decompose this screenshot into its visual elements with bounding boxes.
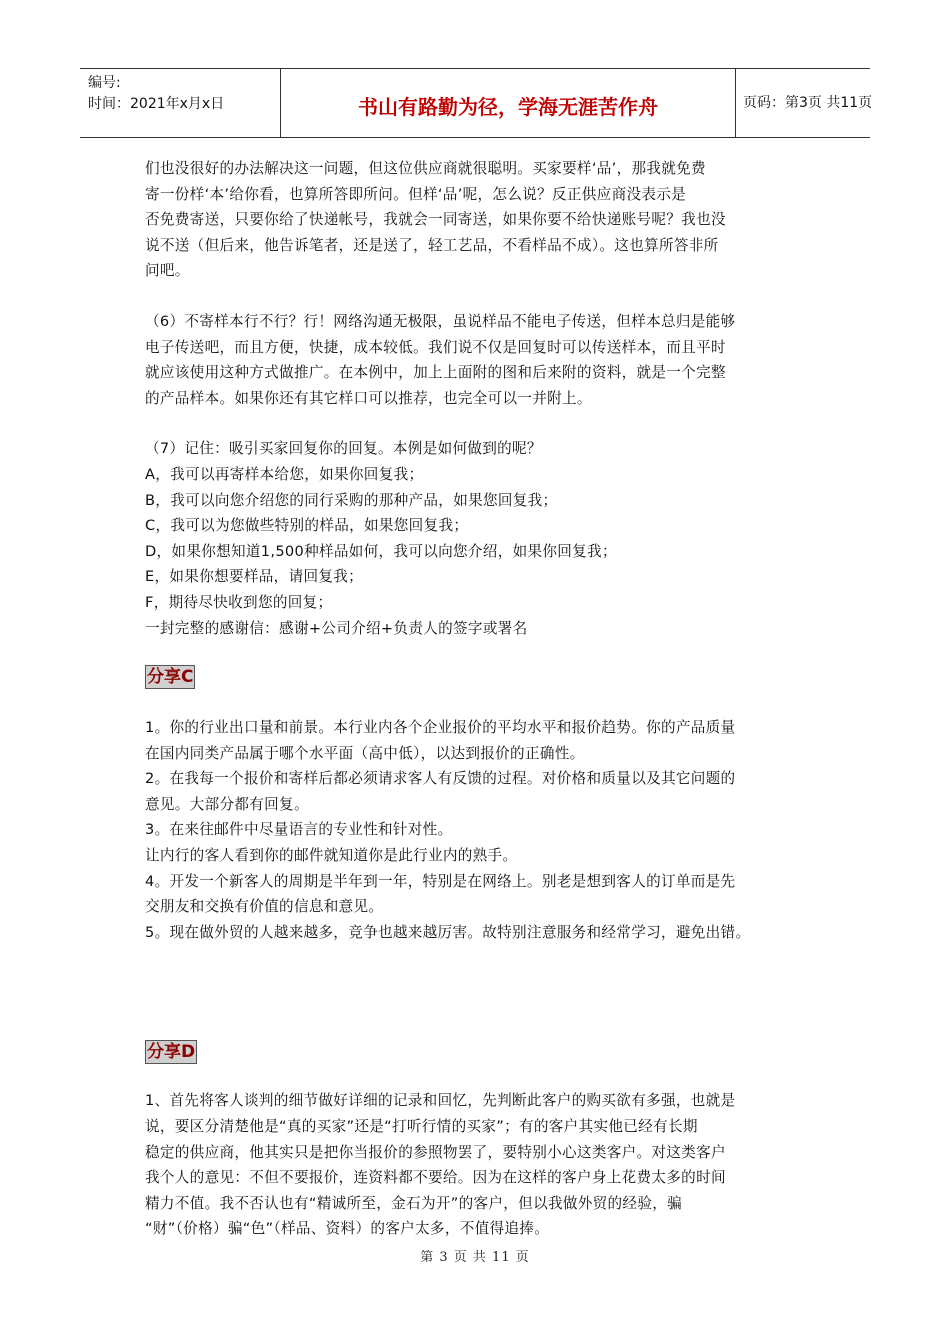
page-info: 页码：第3页 共11页 bbox=[743, 95, 873, 111]
list-item: E，如果你想要样品，请回复我； bbox=[145, 568, 364, 586]
paragraph-line: 说，要区分清楚他是“真的买家”还是“打听行情的买家”；有的客户其实他已经有长期 bbox=[145, 1118, 698, 1136]
list-item: D，如果你想知道1,500种样品如何，我可以向您介绍，如果你回复我； bbox=[145, 542, 617, 560]
paragraph-line: 说不送（但后来，他告诉笔者，还是送了，轻工艺品，不看样品不成）。这也算所答非所 bbox=[145, 236, 719, 254]
paragraph-line: （6）不寄样本行不行？行！网络沟通无极限，虽说样品不能电子传送，但样本总归是能够 bbox=[145, 312, 736, 330]
paragraph-line: 我个人的意见：不但不要报价，连资料都不要给。因为在这样的客户身上花费太多的时间 bbox=[145, 1169, 726, 1187]
paragraph-line: 在国内同类产品属于哪个水平面（高中低），以达到报价的正确性。 bbox=[145, 744, 585, 762]
paragraph-line: 一封完整的感谢信：感谢+公司介绍+负责人的签字或署名 bbox=[145, 619, 528, 637]
paragraph-line: 4。开发一个新客人的周期是半年到一年，特别是在网络上。别老是想到客人的订单而是先 bbox=[145, 872, 736, 890]
paragraph-line: 电子传送吧，而且方便，快捷，成本较低。我们说不仅是回复时可以传送样本，而且平时 bbox=[145, 338, 726, 356]
paragraph-line: 意见。大部分都有回复。 bbox=[145, 795, 309, 813]
paragraph-line: 精力不值。我不否认也有“精诚所至，金石为开”的客户，但以我做外贸的经验，骗 bbox=[145, 1194, 683, 1212]
paragraph-line: 寄一份样‘本’给你看，也算所答即所问。但样‘品’呢，怎么说？反正供应商没表示是 bbox=[145, 185, 687, 203]
paragraph-line: “财”（价格）骗“色”（样品、资料）的客户太多，不值得追捧。 bbox=[145, 1220, 550, 1238]
paragraph-line: 2。在我每一个报价和寄样后都必须请求客人有反馈的过程。对价格和质量以及其它问题的 bbox=[145, 770, 736, 788]
page-header bbox=[80, 68, 873, 138]
header-motto-cell bbox=[280, 69, 736, 137]
header-left-cell bbox=[80, 69, 280, 137]
paragraph-line: 交朋友和交换有价值的信息和意见。 bbox=[145, 898, 384, 916]
paragraph-line: 问吧。 bbox=[145, 262, 190, 280]
share-c-heading: 分享C bbox=[147, 667, 194, 688]
doc-number-label: 编号: bbox=[88, 75, 121, 91]
paragraph-line: 1、首先将客人谈判的细节做好详细的记录和回忆，先判断此客户的购买欲有多强，也就是 bbox=[145, 1092, 736, 1110]
header-right-cell bbox=[736, 69, 873, 137]
paragraph-line: 3。在来往邮件中尽量语言的专业性和针对性。 bbox=[145, 821, 453, 839]
paragraph-line: 5。现在做外贸的人越来越多，竞争也越来越厉害。故特别注意服务和经常学习，避免出错。 bbox=[145, 923, 751, 941]
paragraph-line: 让内行的客人看到你的邮件就知道你是此行业内的熟手。 bbox=[145, 847, 518, 865]
paragraph-line: 否免费寄送，只要你给了快递帐号，我就会一同寄送，如果你要不给快递账号呢？我也没 bbox=[145, 211, 726, 229]
paragraph-line: 们也没很好的办法解决这一问题，但这位供应商就很聪明。买家要样‘品’，那我就免费 bbox=[145, 160, 706, 177]
list-item: B，我可以向您介绍您的同行采购的那种产品，如果您回复我； bbox=[145, 491, 558, 509]
paragraph-line: （7）记住：吸引买家回复你的回复。本例是如何做到的呢？ bbox=[145, 440, 542, 458]
motto-text: 书山有路勤为径，学海无涯苦作舟 bbox=[358, 95, 658, 119]
document-body bbox=[145, 156, 825, 1242]
list-item: A，我可以再寄样本给您，如果你回复我； bbox=[145, 465, 424, 483]
paragraph-line: 就应该使用这种方式做推广。在本例中，加上上面附的图和后来附的资料，就是一个完整 bbox=[145, 364, 726, 382]
page-footer: 第 3 页 共 11 页 bbox=[420, 1250, 530, 1265]
list-item: C，我可以为您做些特别的样品，如果您回复我； bbox=[145, 517, 469, 535]
share-d-heading: 分享D bbox=[147, 1042, 196, 1063]
paragraph-line: 1。你的行业出口量和前景。本行业内各个企业报价的平均水平和报价趋势。你的产品质量 bbox=[145, 719, 736, 737]
date-label: 时间：2021年x月x日 bbox=[88, 96, 225, 112]
list-item: F，期待尽快收到您的回复； bbox=[145, 593, 333, 611]
paragraph-line: 的产品样本。如果你还有其它样口可以推荐，也完全可以一并附上。 bbox=[145, 389, 592, 407]
paragraph-line: 稳定的供应商，他其实只是把你当报价的参照物罢了，要特别小心这类客户。对这类客户 bbox=[145, 1143, 726, 1161]
